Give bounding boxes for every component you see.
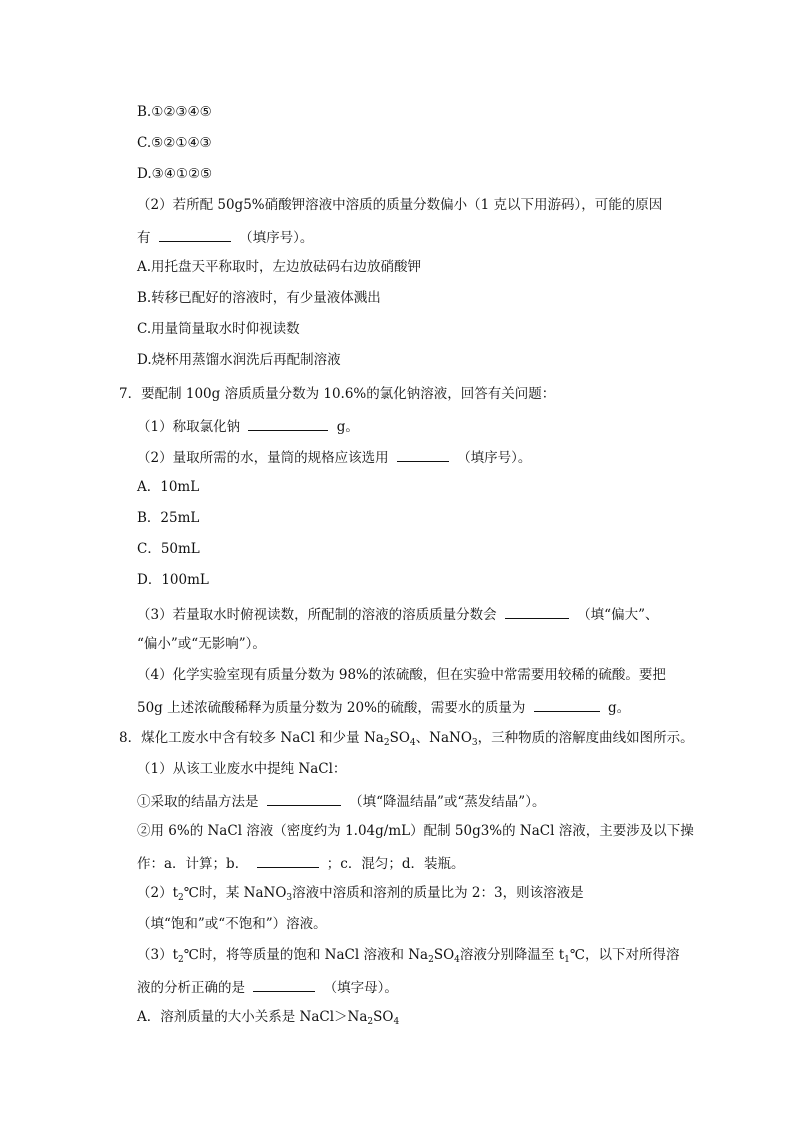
q8-part3-text: 溶液分别降温至 t xyxy=(459,947,565,963)
q6-part2-prefix: 有 xyxy=(137,230,151,246)
q7-part3-line1 xyxy=(137,604,659,624)
q8-option-a-text: A．溶剂质量的大小关系是 NaCl＞Na xyxy=(137,1009,368,1025)
subscript: 2 xyxy=(178,955,184,965)
subscript: 3 xyxy=(286,893,293,903)
subscript: 2 xyxy=(383,738,390,748)
q8-part1: （1）从该工业废水中提纯 NaCl： xyxy=(137,761,347,777)
q8-stem-text: SO xyxy=(389,730,410,746)
q8-part3-line1 xyxy=(137,946,679,964)
q7-part2-suffix: （填序号）。 xyxy=(457,450,532,466)
q7-option-d: D．100mL xyxy=(137,572,209,588)
q8-part3-prefix: 液的分析正确的是 xyxy=(137,980,245,996)
q8-part3-suffix: （填字母）。 xyxy=(323,980,398,996)
answer-blank[interactable] xyxy=(397,447,449,462)
q8-stem-text: 8．煤化工废水中含有较多 NaCl 和少量 Na xyxy=(119,730,384,746)
answer-blank[interactable] xyxy=(253,977,315,992)
option-d: D.③④①②⑤ xyxy=(137,166,213,182)
q7-stem: 7．要配制 100g 溶质质量分数为 10.6%的氯化钠溶液，回答有关问题： xyxy=(119,386,556,402)
q8-part1b-suffix: ；c．混匀；d．装瓶。 xyxy=(326,856,465,872)
q7-part3-line2: “偏小”或“无影响”）。 xyxy=(137,636,266,652)
q8-part1a-suffix: （填“降温结晶”或“蒸发结晶”）。 xyxy=(349,794,546,810)
q7-option-c: C．50mL xyxy=(137,541,200,557)
q8-stem-text: 、NaNO xyxy=(415,730,472,746)
q6-part2-line1: （2）若所配 50g5%硝酸钾溶液中溶质的质量分数偏小（1 克以下用游码），可能的原因 xyxy=(137,197,663,213)
q7-part3-suffix: （填“偏大”、 xyxy=(577,607,659,623)
answer-blank[interactable] xyxy=(248,416,328,431)
q7-part3-prefix: （3）若量取水时俯视读数，所配制的溶液的溶质质量分数会 xyxy=(137,607,497,623)
subscript: 4 xyxy=(393,1017,400,1027)
subscript: 4 xyxy=(454,955,460,965)
q7-part4-suffix: g。 xyxy=(608,700,631,716)
q6-part2-suffix: （填序号）。 xyxy=(239,230,314,246)
subscript: 2 xyxy=(367,1017,374,1027)
q6-option-a: A.用托盘天平称取时，左边放砝码右边放硝酸钾 xyxy=(137,259,422,275)
q8-part1b-prefix: 作：a．计算；b． xyxy=(137,856,249,872)
q7-part2-prefix: （2）量取所需的水，量筒的规格应该选用 xyxy=(137,450,389,466)
answer-blank[interactable] xyxy=(159,227,231,242)
subscript: 2 xyxy=(428,955,434,965)
q8-part2-text: （2）t xyxy=(137,885,179,901)
q8-part3-text: （3）t xyxy=(137,947,179,963)
q7-option-b: B．25mL xyxy=(137,510,200,526)
answer-blank[interactable] xyxy=(505,604,569,619)
answer-blank[interactable] xyxy=(534,697,600,712)
q6-option-b: B.转移已配好的溶液时，有少量液体溅出 xyxy=(137,290,381,306)
q8-option-a-text: SO xyxy=(373,1009,394,1025)
q8-part2-text: ℃时，某 NaNO xyxy=(183,885,287,901)
q7-part1-suffix: g。 xyxy=(336,419,359,435)
q8-part3-text: ℃时，将等质量的饱和 NaCl 溶液和 Na xyxy=(183,947,429,963)
q8-part2-line2: （填“饱和”或“不饱和”）溶液。 xyxy=(137,916,327,932)
q7-part4-line1: （4）化学实验室现有质量分数为 98%的浓硫酸，但在实验中常需要用较稀的硫酸。要把 xyxy=(137,667,666,683)
q8-part1a xyxy=(137,791,545,811)
q7-part1-prefix: （1）称取氯化钠 xyxy=(137,419,241,435)
q8-part1b-line1: ②用 6%的 NaCl 溶液（密度约为 1.04g/mL）配制 50g3%的 NaCl 溶液，主要涉及以下操 xyxy=(137,823,694,839)
q8-option-a xyxy=(137,1008,399,1026)
q6-option-d: D.烧杯用蒸馏水润洗后再配制溶液 xyxy=(137,352,341,368)
q8-part2-text: 溶液中溶质和溶剂的质量比为 2：3，则该溶液是 xyxy=(292,885,584,901)
subscript: 1 xyxy=(564,955,570,965)
subscript: 4 xyxy=(409,738,416,748)
q6-option-c: C.用量筒量取水时仰视读数 xyxy=(137,321,300,337)
answer-blank[interactable] xyxy=(257,853,319,868)
option-c: C.⑤②①④③ xyxy=(137,135,212,151)
q6-part2-line2 xyxy=(137,227,313,247)
q8-stem-text: ，三种物质的溶解度曲线如图所示。 xyxy=(477,730,694,746)
q7-part4-line2 xyxy=(137,697,630,717)
answer-blank[interactable] xyxy=(267,791,341,806)
q8-part3-line2 xyxy=(137,977,398,997)
q8-part1b-line2 xyxy=(137,853,465,873)
q7-part2 xyxy=(137,447,531,467)
subscript: 3 xyxy=(471,738,478,748)
q8-part1a-prefix: ①采取的结晶方法是 xyxy=(137,794,259,810)
subscript: 2 xyxy=(178,893,184,903)
q7-part4-prefix: 50g 上述浓硫酸稀释为质量分数为 20%的硫酸，需要水的质量为 xyxy=(137,700,526,716)
q8-part3-text: ℃，以下对所得溶 xyxy=(569,947,680,963)
q8-part3-text: SO xyxy=(433,947,455,963)
option-b: B.①②③④⑤ xyxy=(137,104,212,120)
q7-part1 xyxy=(137,416,359,436)
q7-option-a: A．10mL xyxy=(137,479,200,495)
q8-stem xyxy=(119,729,694,747)
q8-part2-line1 xyxy=(137,884,673,902)
